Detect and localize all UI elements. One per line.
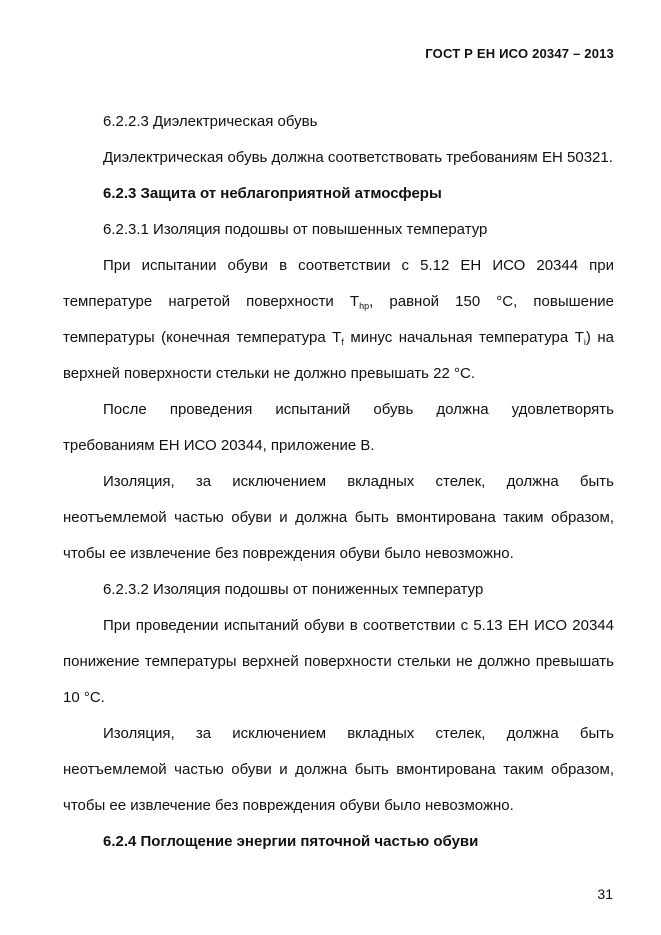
- paragraph-insulation-2: Изоляция, за исключением вкладных стелек, должна быть неотъемлемой частью обуви и должна быть вмонтирована таким образом, чтобы ее извлечение без повреждения обуви было невозможно.: [63, 725, 614, 814]
- section-heading-624: 6.2.4 Поглощение энергии пяточной частью обуви: [103, 833, 479, 850]
- paragraph-dielectric: Диэлектрическая обувь должна соответствовать требованиям ЕН 50321.: [103, 149, 613, 166]
- section-heading-6232: 6.2.3.2 Изоляция подошвы от пониженных температур: [103, 581, 484, 598]
- subscript-i: i: [583, 337, 586, 347]
- paragraph-after-test: После проведения испытаний обувь должна удовлетворять требованиям ЕН ИСО 20344, приложение В.: [63, 401, 614, 454]
- section-heading-6231: 6.2.3.1 Изоляция подошвы от повышенных температур: [103, 221, 488, 238]
- heat-test-text-2: , равной 150 °С, повышение температуры (конечная температура T: [63, 293, 614, 346]
- heat-test-text-4: ) на верхней поверхности стельки не должно превышать 22 °С.: [63, 329, 615, 382]
- paragraph-insulation-1: Изоляция, за исключением вкладных стелек, должна быть неотъемлемой частью обуви и должна быть вмонтирована таким образом, чтобы ее извлечение без повреждения обуви было невозможно.: [63, 473, 614, 562]
- document-body: [63, 104, 614, 860]
- page-number: 31: [597, 886, 613, 902]
- section-heading-6223: 6.2.2.3 Диэлектрическая обувь: [103, 113, 318, 130]
- subscript-f: f: [341, 337, 344, 347]
- subscript-hp: hp: [359, 301, 370, 311]
- heat-test-text-3: минус начальная температура T: [343, 329, 584, 346]
- paragraph-heat-test: [63, 248, 614, 392]
- section-heading-623: 6.2.3 Защита от неблагоприятной атмосферы: [103, 185, 442, 202]
- paragraph-cold-test: При проведении испытаний обуви в соответствии с 5.13 ЕН ИСО 20344 понижение температуры верхней поверхности стельки не должно превышать 10 °С.: [63, 617, 614, 706]
- document-header: ГОСТ Р ЕН ИСО 20347 – 2013: [425, 46, 614, 61]
- heat-test-text-1: При испытании обуви в соответствии с 5.12 ЕН ИСО 20344 при температуре нагретой поверхности T: [63, 257, 614, 310]
